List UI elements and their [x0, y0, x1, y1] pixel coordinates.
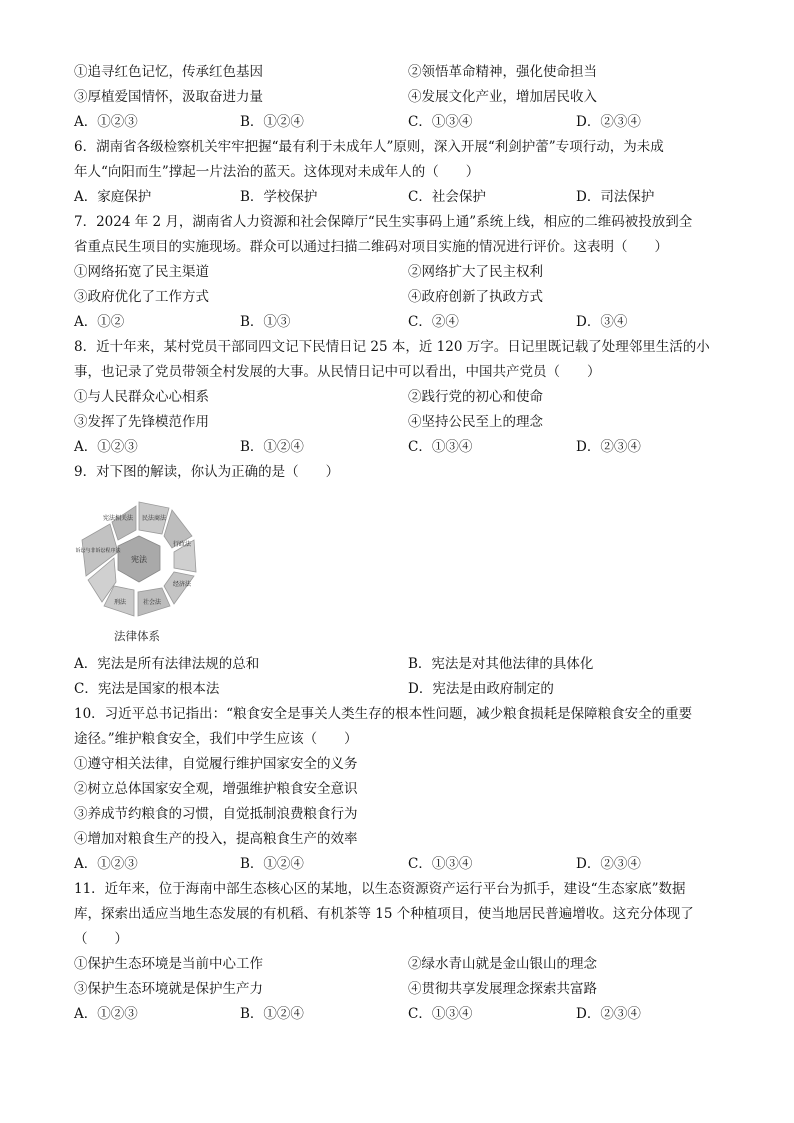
q10-choice-b: B．①②④ — [240, 856, 304, 872]
q10-choice-d: D．②③④ — [576, 856, 641, 872]
q11-choice-c: C．①③④ — [408, 1006, 473, 1022]
q10-option-1: ①遵守相关法律，自觉履行维护国家安全的义务 — [74, 756, 358, 772]
q5-option-1: ①追寻红色记忆，传承红色基因 — [74, 64, 263, 80]
q11-choice-a: A．①②③ — [74, 1006, 138, 1022]
segment-shape — [112, 506, 136, 540]
q11-choice-d: D．②③④ — [576, 1006, 641, 1022]
q9-choice-b: B．宪法是对其他法律的具体化 — [408, 656, 594, 672]
segment-label-1: 宪法相关法 — [102, 515, 134, 522]
q9-choice-d: D．宪法是由政府制定的 — [408, 681, 554, 697]
legal-system-diagram — [74, 494, 204, 624]
q7-option-2: ②网络扩大了民主权利 — [408, 264, 543, 280]
q5-option-3: ③厚植爱国情怀，汲取奋进力量 — [74, 89, 263, 105]
q7-choice-a: A．①② — [74, 314, 125, 330]
q8-choice-b: B．①②④ — [240, 439, 304, 455]
q8-choice-c: C．①③④ — [408, 439, 473, 455]
q7-stem-line-2: 省重点民生项目的实施现场。群众可以通过扫描二维码对项目实施的情况进行评价。这表明（ ） — [74, 239, 668, 255]
q5-choice-b: B．①②④ — [240, 114, 304, 130]
segment-label-2: 民法商法 — [141, 515, 167, 522]
segment-label-6: 刑法 — [113, 599, 127, 606]
q11-stem-line-1: 11．近年来，位于海南中部生态核心区的某地，以生态资源资产运行平台为抓手，建设“生态家底”数据 — [74, 881, 686, 897]
q7-choice-b: B．①③ — [240, 314, 291, 330]
q8-option-2: ②践行党的初心和使命 — [408, 389, 543, 405]
q5-choice-c: C．①③④ — [408, 114, 473, 130]
q5-choice-a: A．①②③ — [74, 114, 138, 130]
legal-system-figure — [74, 494, 204, 646]
segment-label-4: 经济法 — [172, 581, 192, 588]
figure-caption: 法律体系 — [114, 629, 160, 643]
q7-option-1: ①网络拓宽了民主渠道 — [74, 264, 209, 280]
q9-stem-line-1: 9．对下图的解读，你认为正确的是（ ） — [74, 464, 340, 480]
q11-choice-b: B．①②④ — [240, 1006, 304, 1022]
q8-choice-d: D．②③④ — [576, 439, 641, 455]
q6-choice-c: C．社会保护 — [408, 189, 486, 205]
q5-option-4: ④发展文化产业，增加居民收入 — [408, 89, 597, 105]
q8-stem-line-2: 事，也记录了党员带领全村发展的大事。从民情日记中可以看出，中国共产党员（ ） — [74, 364, 601, 380]
q10-stem-line-1: 10．习近平总书记指出：“粮食安全是事关人类生存的根本性问题，减少粮食损耗是保障粮食安全的重要 — [74, 706, 693, 722]
q11-stem-line-2: 库，探索出适应当地生态发展的有机稻、有机茶等 15 个种植项目，使当地居民普遍增收。这充分体现了 — [74, 906, 694, 922]
q7-option-4: ④政府创新了执政方式 — [408, 289, 543, 305]
q5-option-2: ②领悟革命精神，强化使命担当 — [408, 64, 597, 80]
q5-choice-d: D．②③④ — [576, 114, 641, 130]
q6-choice-d: D．司法保护 — [576, 189, 655, 205]
q9-choice-a: A．宪法是所有法律法规的总和 — [74, 656, 260, 672]
q8-option-4: ④坚持公民至上的理念 — [408, 414, 543, 430]
q10-option-4: ④增加对粮食生产的投入，提高粮食生产的效率 — [74, 831, 358, 847]
q10-stem-line-2: 途径。”维护粮食安全，我们中学生应该（ ） — [74, 731, 358, 747]
q8-option-3: ③发挥了先锋模范作用 — [74, 414, 209, 430]
q10-choice-c: C．①③④ — [408, 856, 473, 872]
q6-stem-line-2: 年人“向阳而生”撑起一片法治的蓝天。这体现对未成年人的（ ） — [74, 164, 480, 180]
q11-option-4: ④贯彻共享发展理念探索共富路 — [408, 981, 597, 997]
q8-stem-line-1: 8．近十年来，某村党员干部同四文记下民情日记 25 本，近 120 万字。日记里既记载了处理邻里生活的小 — [74, 339, 710, 355]
q7-choice-c: C．②④ — [408, 314, 459, 330]
q11-option-3: ③保护生态环境就是保护生产力 — [74, 981, 263, 997]
q10-option-3: ③养成节约粮食的习惯，自觉抵制浪费粮食行为 — [74, 806, 358, 822]
q6-choice-b: B．学校保护 — [240, 189, 318, 205]
q10-choice-a: A．①②③ — [74, 856, 138, 872]
q8-option-1: ①与人民群众心心相系 — [74, 389, 209, 405]
q9-choice-c: C．宪法是国家的根本法 — [74, 681, 220, 697]
q7-choice-d: D．③④ — [576, 314, 628, 330]
q11-stem-line-3: （ ） — [74, 931, 128, 947]
segment-label-5: 社会法 — [142, 599, 162, 606]
segment-shape — [164, 572, 194, 604]
segment-label-3: 行政法 — [172, 541, 192, 548]
q8-choice-a: A．①②③ — [74, 439, 138, 455]
q7-option-3: ③政府优化了工作方式 — [74, 289, 209, 305]
q7-stem-line-1: 7．2024 年 2 月，湖南省人力资源和社会保障厅“民生实事码上通”系统上线，相应的二维码被投放到全 — [74, 214, 693, 230]
q11-option-1: ①保护生态环境是当前中心工作 — [74, 956, 263, 972]
q6-stem-line-1: 6．湖南省各级检察机关牢牢把握“最有利于未成年人”原则，深入开展“利剑护蕾”专项行动，为未成 — [74, 139, 664, 155]
q6-choice-a: A．家庭保护 — [74, 189, 152, 205]
segment-label-7: 诉讼与非诉讼程序法 — [75, 548, 121, 554]
q11-option-2: ②绿水青山就是金山银山的理念 — [408, 956, 597, 972]
center-label: 宪法 — [131, 555, 147, 564]
q10-option-2: ②树立总体国家安全观，增强维护粮食安全意识 — [74, 781, 358, 797]
